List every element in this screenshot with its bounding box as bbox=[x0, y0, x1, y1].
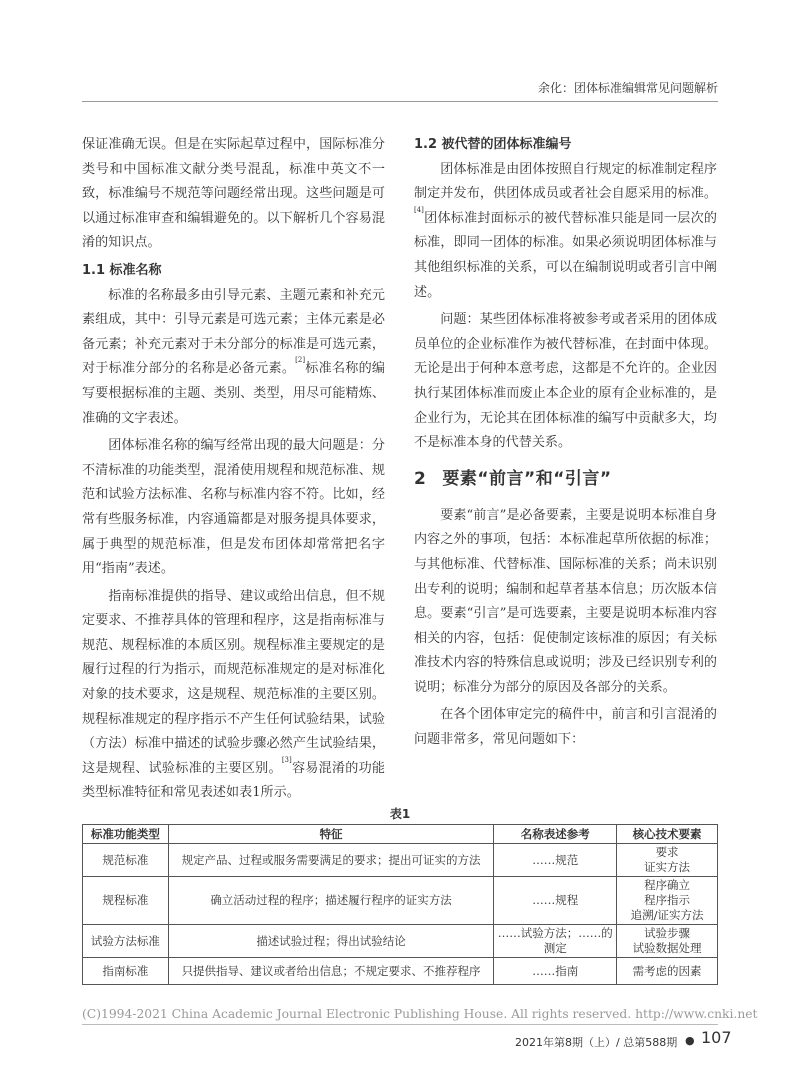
table-row bbox=[83, 844, 718, 877]
section-heading-2 bbox=[414, 465, 717, 493]
right-column bbox=[414, 133, 717, 756]
cell-feature: 规定产品、过程或服务需要满足的要求；提出可证实的方法 bbox=[168, 844, 493, 877]
cell-feature: 确立活动过程的程序；描述履行程序的证实方法 bbox=[168, 877, 493, 925]
standards-comparison-table bbox=[82, 824, 718, 985]
paragraph-text: 指南标准提供的指导、建议或给出信息，但不规定要求、不推荐具体的管理和程序，这是指南标准与规范、规程标准的本质区别。规程标准主要规定的是履行过程的行为指示，而规范标准规定的是对标准化对象的技术要求，这是规程、规范标准的主要区别。规程标准规定的程序指示不产生任何试验结果，试验（方法）标准中描述的试验步骤必然产生试验结果，这是规程、试验标准的主要区别。 bbox=[82, 588, 385, 776]
copyright-notice: (C)1994-2021 China Academic Journal Electronic Publishing House. All rights reserved. http://www.cnki.net bbox=[82, 1007, 758, 1021]
paragraph-text: 容易混淆的功能类型标准特征和常见表述如表1所示。 bbox=[82, 760, 386, 801]
cell-name-ref: ……试验方法；……的测定 bbox=[494, 925, 617, 958]
cell-feature: 描述试验过程；得出试验结论 bbox=[168, 925, 493, 958]
header-rule bbox=[82, 101, 718, 102]
cell-type: 规程标准 bbox=[83, 877, 169, 925]
column-header: 标准功能类型 bbox=[83, 825, 169, 844]
section-title: 要素“前言”和“引言” bbox=[442, 468, 612, 489]
paragraph bbox=[82, 284, 385, 432]
cell-type: 指南标准 bbox=[83, 958, 169, 985]
core-line: 程序确立 bbox=[644, 878, 691, 892]
cell-feature: 只提供指导、建议或者给出信息；不规定要求、不推荐程序 bbox=[168, 958, 493, 985]
paragraph: 要素“前言”是必备要素，主要是说明本标准自身内容之外的事项，包括：本标准起草所依据的标准；与其他标准、代替标准、国际标准的关系；尚未识别出专利的说明；编制和起草者基本信息；历次版本信息。要素“引言”是可选要素，主要是说明本标准内容相关的内容，包括：促使制定该标准的原因；有关标准技术内容的特殊信息或说明；涉及已经识别专利的说明；标准分为部分的原因及各部分的关系。 bbox=[414, 507, 717, 695]
section-number: 2 bbox=[414, 468, 427, 489]
paragraph: 问题：某些团体标准将被参考或者采用的团体成员单位的企业标准作为被代替标准，在封面中体现。无论是出于何种本意考虑，这都是不允许的。企业因执行某团体标准而废止本企业的原有企业标准的，是企业行为，无论其在团体标准的编写中贡献多大，均不是标准本身的代替关系。 bbox=[414, 312, 717, 451]
table-caption: 表1 bbox=[389, 807, 411, 821]
column-header: 核心技术要素 bbox=[617, 825, 718, 844]
table-row bbox=[83, 877, 718, 925]
core-line: 试验数据处理 bbox=[632, 941, 702, 955]
cell-name-ref: ……规范 bbox=[494, 844, 617, 877]
paragraph-text: 标准名称的编写要根据标准的主题、类别、类型，用尽可能精炼、准确的文字表述。 bbox=[82, 361, 386, 426]
paragraph bbox=[414, 158, 717, 306]
core-line: 追溯/证实方法 bbox=[630, 908, 704, 922]
footer-rule bbox=[82, 1024, 718, 1025]
core-line: 试验步骤 bbox=[644, 926, 691, 940]
column-header: 名称表述参考 bbox=[494, 825, 617, 844]
paragraph: 团体标准名称的编写经常出现的最大问题是：分不清标准的功能类型，混淆使用规程和规范标准、规范和试验方法标准、名称与标准内容不符。比如，经常有些服务标准，内容通篇都是对服务提具体要求，属于典型的规范标准，但是发布团体却常常把名字用“指南”表述。 bbox=[82, 438, 385, 577]
cell-name-ref: ……指南 bbox=[494, 958, 617, 985]
cell-type: 试验方法标准 bbox=[83, 925, 169, 958]
cell-type: 规范标准 bbox=[83, 844, 169, 877]
core-line: 要求 bbox=[655, 845, 679, 859]
cell-core bbox=[617, 925, 718, 958]
cell-name-ref: ……规程 bbox=[494, 877, 617, 925]
page-number: 107 bbox=[701, 1028, 732, 1047]
cell-core bbox=[617, 958, 718, 985]
paragraph: 在各个团体审定完的稿件中，前言和引言混淆的问题非常多，常见问题如下： bbox=[414, 707, 717, 748]
paragraph-text: 团体标准是由团体按照自行规定的标准制定程序制定并发布，供团体成员或者社会自愿采用的标准。 bbox=[414, 161, 717, 202]
table-row bbox=[83, 925, 718, 958]
table-header-row bbox=[83, 825, 718, 844]
citation-ref[interactable]: [3] bbox=[281, 755, 292, 764]
cell-core bbox=[617, 877, 718, 925]
column-header: 特征 bbox=[168, 825, 493, 844]
core-line: 需考虑的因素 bbox=[632, 963, 702, 978]
paragraph-text: 团体标准封面标示的被代替标准只能是同一层次的标准，即同一团体的标准。如果必须说明团体标准与其他组织标准的关系，可以在编制说明或者引言中阐述。 bbox=[414, 210, 717, 300]
section-heading-1-2: 1.2 被代替的团体标准编号 bbox=[414, 137, 572, 152]
cell-core bbox=[617, 844, 718, 877]
running-header: 余化：团体标准编辑常见问题解析 bbox=[537, 81, 718, 95]
issue-info: 2021年第8期（上）/ 总第588期 bbox=[515, 1036, 678, 1049]
citation-ref[interactable]: [2] bbox=[295, 356, 306, 365]
paragraph bbox=[82, 585, 385, 806]
core-line: 证实方法 bbox=[644, 860, 691, 874]
core-line: 程序指示 bbox=[644, 893, 691, 907]
paragraph: 保证准确无误。但是在实际起草过程中，国际标准分类号和中国标准文献分类号混乱，标准中英文不一致，标准编号不规范等问题经常出现。这些问题是可以通过标准审查和编辑避免的。以下解析几个容易混淆的知识点。 bbox=[82, 137, 385, 251]
citation-ref[interactable]: [4] bbox=[414, 205, 424, 214]
bullet-separator: ● bbox=[685, 1034, 695, 1047]
section-heading-1-1: 1.1 标准名称 bbox=[82, 262, 162, 278]
paragraph-text: 标准的名称最多由引导元素、主题元素和补充元素组成，其中：引导元素是可选元素；主体元素是必备元素；补充元素对于未分部分的标准是可选元素，对于标准分部分的名称是必备元素。 bbox=[82, 287, 385, 377]
table-row bbox=[83, 958, 718, 985]
left-column bbox=[82, 133, 385, 809]
